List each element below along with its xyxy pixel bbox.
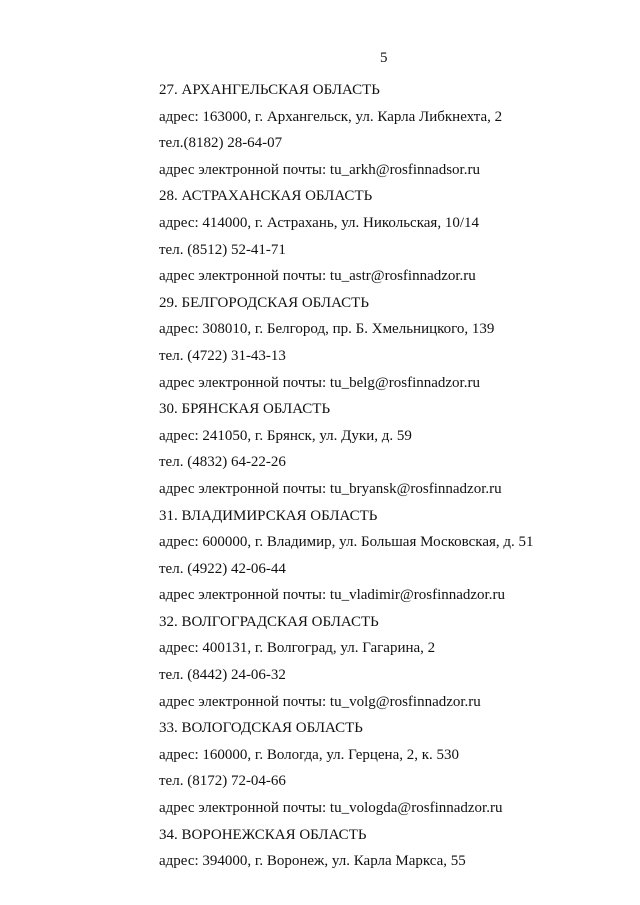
entry-address: адрес: 308010, г. Белгород, пр. Б. Хмельницкого, 139: [159, 321, 495, 338]
entry-email: адрес электронной почты: tu_volg@rosfinnadzor.ru: [159, 693, 481, 710]
entry-address: адрес: 600000, г. Владимир, ул. Большая Московская, д. 51: [159, 534, 534, 551]
entry-heading: 34. ВОРОНЕЖСКАЯ ОБЛАСТЬ: [159, 826, 367, 843]
entry-vologda: [159, 715, 619, 821]
entry-heading: 31. ВЛАДИМИРСКАЯ ОБЛАСТЬ: [159, 507, 378, 524]
entry-bryansk: [159, 396, 619, 502]
page-number: 5: [380, 50, 388, 66]
entry-address: адрес: 160000, г. Вологда, ул. Герцена, 2, к. 530: [159, 746, 460, 763]
entry-vladimir: [159, 503, 619, 609]
entry-email: адрес электронной почты: tu_arkh@rosfinnadsor.ru: [159, 161, 480, 178]
entry-phone: тел. (4722) 31-43-13: [159, 347, 286, 364]
entry-voronezh: [159, 822, 619, 875]
directory-list: [159, 77, 619, 875]
entry-email: адрес электронной почты: tu_astr@rosfinnadzor.ru: [159, 268, 476, 285]
entry-volgograd: [159, 609, 619, 715]
entry-phone: тел. (4832) 64-22-26: [159, 454, 286, 471]
entry-address: адрес: 394000, г. Воронеж, ул. Карла Маркса, 55: [159, 853, 466, 870]
entry-arkhangelsk: [159, 77, 619, 183]
entry-address: адрес: 400131, г. Волгоград, ул. Гагарина, 2: [159, 640, 436, 657]
entry-phone: тел. (4922) 42-06-44: [159, 560, 286, 577]
entry-address: адрес: 414000, г. Астрахань, ул. Никольская, 10/14: [159, 214, 479, 231]
entry-address: адрес: 163000, г. Архангельск, ул. Карла Либкнехта, 2: [159, 108, 503, 125]
entry-heading: 32. ВОЛГОГРАДСКАЯ ОБЛАСТЬ: [159, 613, 379, 630]
entry-astrakhan: [159, 183, 619, 289]
entry-heading: 27. АРХАНГЕЛЬСКАЯ ОБЛАСТЬ: [159, 82, 380, 98]
entry-belgorod: [159, 290, 619, 396]
entry-email: адрес электронной почты: tu_vladimir@rosfinnadzor.ru: [159, 587, 505, 604]
entry-address: адрес: 241050, г. Брянск, ул. Дуки, д. 59: [159, 427, 412, 444]
entry-heading: 33. ВОЛОГОДСКАЯ ОБЛАСТЬ: [159, 720, 363, 737]
entry-heading: 28. АСТРАХАНСКАЯ ОБЛАСТЬ: [159, 188, 373, 205]
entry-heading: 30. БРЯНСКАЯ ОБЛАСТЬ: [159, 401, 331, 418]
entry-phone: тел. (8442) 24-06-32: [159, 667, 286, 684]
entry-phone: тел.(8182) 28-64-07: [159, 135, 283, 152]
entry-heading: 29. БЕЛГОРОДСКАЯ ОБЛАСТЬ: [159, 294, 369, 311]
entry-email: адрес электронной почты: tu_vologda@rosfinnadzor.ru: [159, 800, 503, 817]
entry-phone: тел. (8172) 72-04-66: [159, 773, 286, 790]
entry-phone: тел. (8512) 52-41-71: [159, 241, 286, 258]
entry-email: адрес электронной почты: tu_bryansk@rosfinnadzor.ru: [159, 480, 502, 497]
entry-email: адрес электронной почты: tu_belg@rosfinnadzor.ru: [159, 374, 480, 391]
